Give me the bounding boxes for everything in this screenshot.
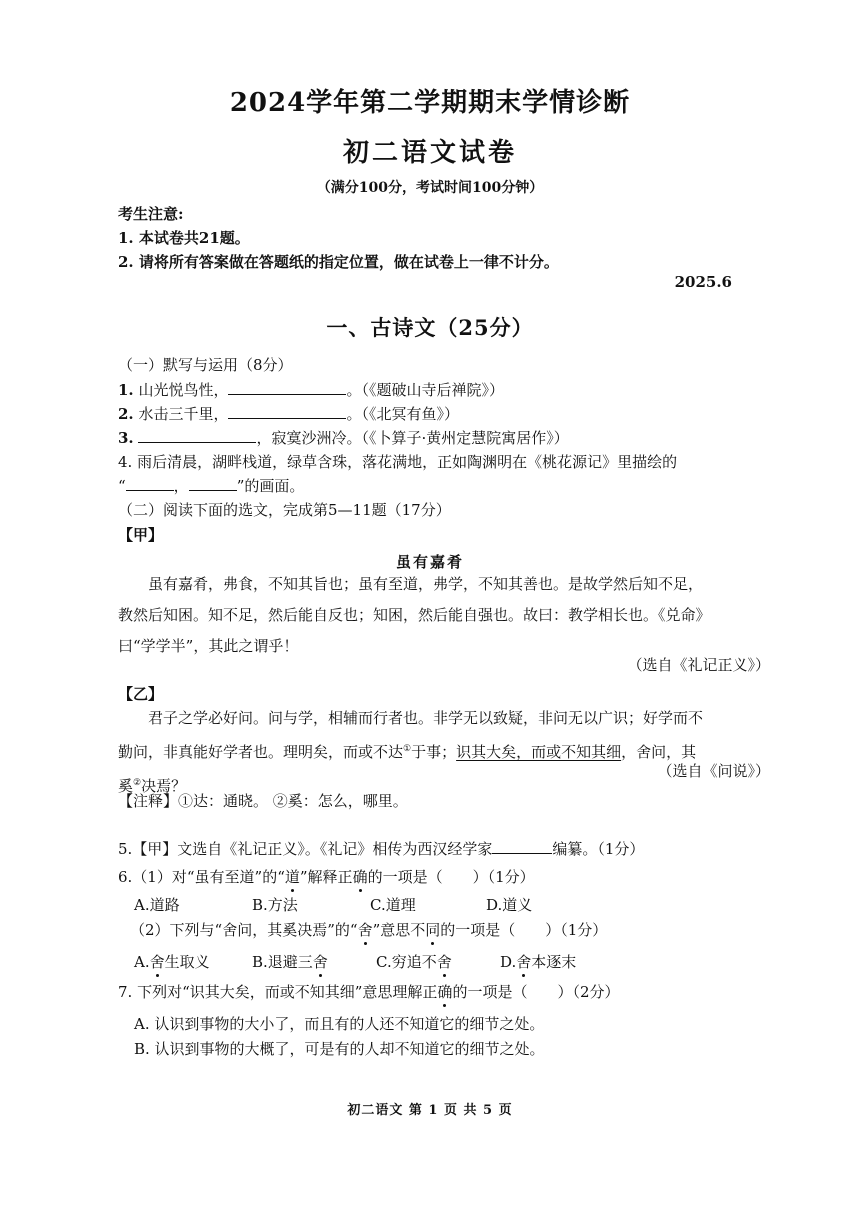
q6-2-dotted-word: 舍: [357, 921, 373, 939]
note-ref-1: ①: [403, 744, 412, 754]
yi-line2-c: ，舍问，其: [621, 743, 697, 761]
passage-jia-title: 虽有嘉肴: [395, 553, 464, 571]
q6-2-dotted-word-2: 同: [425, 921, 441, 939]
yi-line3-b: 决焉？: [141, 777, 187, 795]
q6-2-option-b[interactable]: [252, 951, 328, 972]
question-4-line1: 4. 雨后清晨，湖畔栈道，绿草含珠，落花满地，正如陶渊明在《桃花源记》里描绘的: [118, 453, 678, 471]
q6-2-text-c: 的一项是（ ）（1分）: [440, 921, 608, 939]
q3-number: 3.: [118, 429, 134, 447]
question-3: [118, 427, 569, 448]
q6-2-d-post: 本逐末: [531, 953, 577, 971]
q6-2-c-pre: C.穷追不: [376, 953, 437, 971]
q2-number: 2.: [118, 405, 134, 423]
passage-jia-line-3: 曰“学学半”，其此之谓乎！: [118, 637, 299, 655]
q6-2-option-a[interactable]: [134, 951, 210, 972]
notice-item-2: 2. 请将所有答案做在答题纸的指定位置，做在试卷上一律不计分。: [118, 253, 559, 271]
q1-prompt: 山光悦鸟性，: [138, 381, 229, 399]
q2-answer-blank[interactable]: [228, 404, 346, 419]
q5-answer-blank[interactable]: [492, 839, 552, 854]
q4-open-quote: “: [118, 477, 126, 495]
q6-1-dotted-word: 道: [284, 868, 300, 886]
yi-line3-a: 奚: [118, 777, 134, 795]
q6-1-option-d[interactable]: D.道义: [486, 896, 533, 914]
page-footer: 初二语文 第 1 页 共 5 页: [347, 1103, 513, 1118]
passage-yi-label: 【乙】: [118, 685, 164, 703]
q6-2-b-pre: B.退避三: [252, 953, 313, 971]
question-5: [118, 838, 644, 859]
q2-prompt: 水击三千里，: [138, 405, 229, 423]
q5-prompt: 5.【甲】文选自《礼记正义》。《礼记》相传为西汉经学家: [118, 840, 493, 858]
passage-yi-text: [118, 703, 770, 802]
q1-answer-blank[interactable]: [228, 380, 346, 395]
notice-heading: 考生注意:: [118, 205, 184, 223]
q6-2-a-pre: A.: [134, 953, 150, 971]
q1-source: 。（《题破山寺后禅院》）: [346, 381, 504, 399]
q6-2-text-a: （2）下列与“舍问，其奚决焉”的“: [130, 921, 358, 939]
q7-text-b: 的一项是（ ）（2分）: [452, 983, 620, 1001]
passage-jia-line-2: 教然后知困。知不足，然后能自反也；知困，然后能自强也。故曰：教学相长也。《兑命》: [118, 606, 711, 624]
q4-close: ”的画面。: [236, 477, 305, 495]
q4-answer-blank-1[interactable]: [126, 476, 174, 491]
passage-yi-line-1: 君子之学必好问。问与学，相辅而行者也。非学无以致疑，非问无以广识；好学而不: [148, 709, 704, 727]
q7-text-a: 7. 下列对“识其大矣，而或不知其细”意思理解正: [118, 983, 438, 1001]
question-7: [118, 981, 619, 1002]
passage-jia-source: （选自《礼记正义》）: [627, 656, 770, 674]
q6-2-a-dotted: 舍: [149, 953, 165, 971]
part2-title: （二）阅读下面的选文，完成第5—11题（17分）: [118, 501, 451, 519]
passage-yi-notes: 【注释】①达：通晓。 ②奚：怎么，哪里。: [118, 792, 408, 810]
q6-2-b-dotted: 舍: [312, 953, 328, 971]
question-6-2: [130, 919, 607, 940]
yi-line2-a: 勤问，非真能好学者也。理明矣，而或不达: [118, 743, 404, 761]
q7-option-a[interactable]: A. 认识到事物的大小了，而且有的人还不知道它的细节之处。: [134, 1015, 545, 1033]
yi-underlined-sentence: 识其大矣，而或不知其细: [456, 743, 622, 761]
q6-1-option-c[interactable]: C.道理: [370, 896, 416, 914]
question-6-1: [118, 866, 535, 887]
q6-1-dotted-word-2: 确: [352, 868, 368, 886]
q6-1-option-a[interactable]: A.道路: [134, 896, 180, 914]
passage-jia-text: [118, 569, 770, 662]
q6-2-d-dotted: 舍: [516, 953, 532, 971]
passage-jia-line-1: 虽有嘉肴，弗食，不知其旨也；虽有至道，弗学，不知其善也。是故学然后知不足，: [148, 575, 704, 593]
q6-2-option-d[interactable]: [500, 951, 576, 972]
q3-answer-blank[interactable]: [138, 428, 256, 443]
yi-line2-b: 于事；: [411, 743, 457, 761]
q1-number: 1.: [118, 381, 134, 399]
q4-comma: ，: [173, 477, 189, 495]
q6-2-a-post: 生取义: [164, 953, 210, 971]
q7-dotted-word: 确: [437, 983, 453, 1001]
notice-item-1: 1. 本试卷共21题。: [118, 229, 250, 247]
q5-tail: 编纂。（1分）: [552, 840, 645, 858]
q2-source: 。（《北冥有鱼》）: [346, 405, 459, 423]
passage-yi-source: （选自《问说》）: [657, 762, 770, 780]
q6-1-text-b: ”解释正: [299, 868, 353, 886]
passage-jia-label: 【甲】: [118, 526, 164, 544]
q6-1-text-c: 的一项是（ ）（1分）: [367, 868, 535, 886]
exam-subtitle: （满分100分，考试时间100分钟）: [316, 180, 544, 196]
q4-answer-blank-2[interactable]: [189, 476, 237, 491]
exam-title: 2024学年第二学期期末学情诊断: [229, 88, 631, 118]
part1-title: （一）默写与运用（8分）: [118, 356, 293, 374]
q6-2-text-b: ”意思不: [372, 921, 426, 939]
q6-1-text-a: 6.（1）对“虽有至道”的“: [118, 868, 285, 886]
q6-2-option-c[interactable]: [376, 951, 452, 972]
q7-option-b[interactable]: B. 认识到事物的大概了，可是有的人却不知道它的细节之处。: [134, 1040, 545, 1058]
q6-2-d-pre: D.: [500, 953, 517, 971]
question-4-line2: [118, 475, 304, 496]
q6-1-option-b[interactable]: B.方法: [252, 896, 298, 914]
exam-date: 2025.6: [674, 273, 732, 291]
section-title: 一、古诗文（25分）: [326, 315, 534, 340]
note-ref-2: ②: [133, 778, 142, 788]
q6-2-c-dotted: 舍: [436, 953, 452, 971]
question-2: [118, 403, 459, 424]
exam-subject-title: 初二语文试卷: [342, 138, 517, 168]
question-1: [118, 379, 504, 400]
q3-source: ，寂寞沙洲冷。（《卜算子·黄州定慧院寓居作》）: [256, 429, 569, 447]
